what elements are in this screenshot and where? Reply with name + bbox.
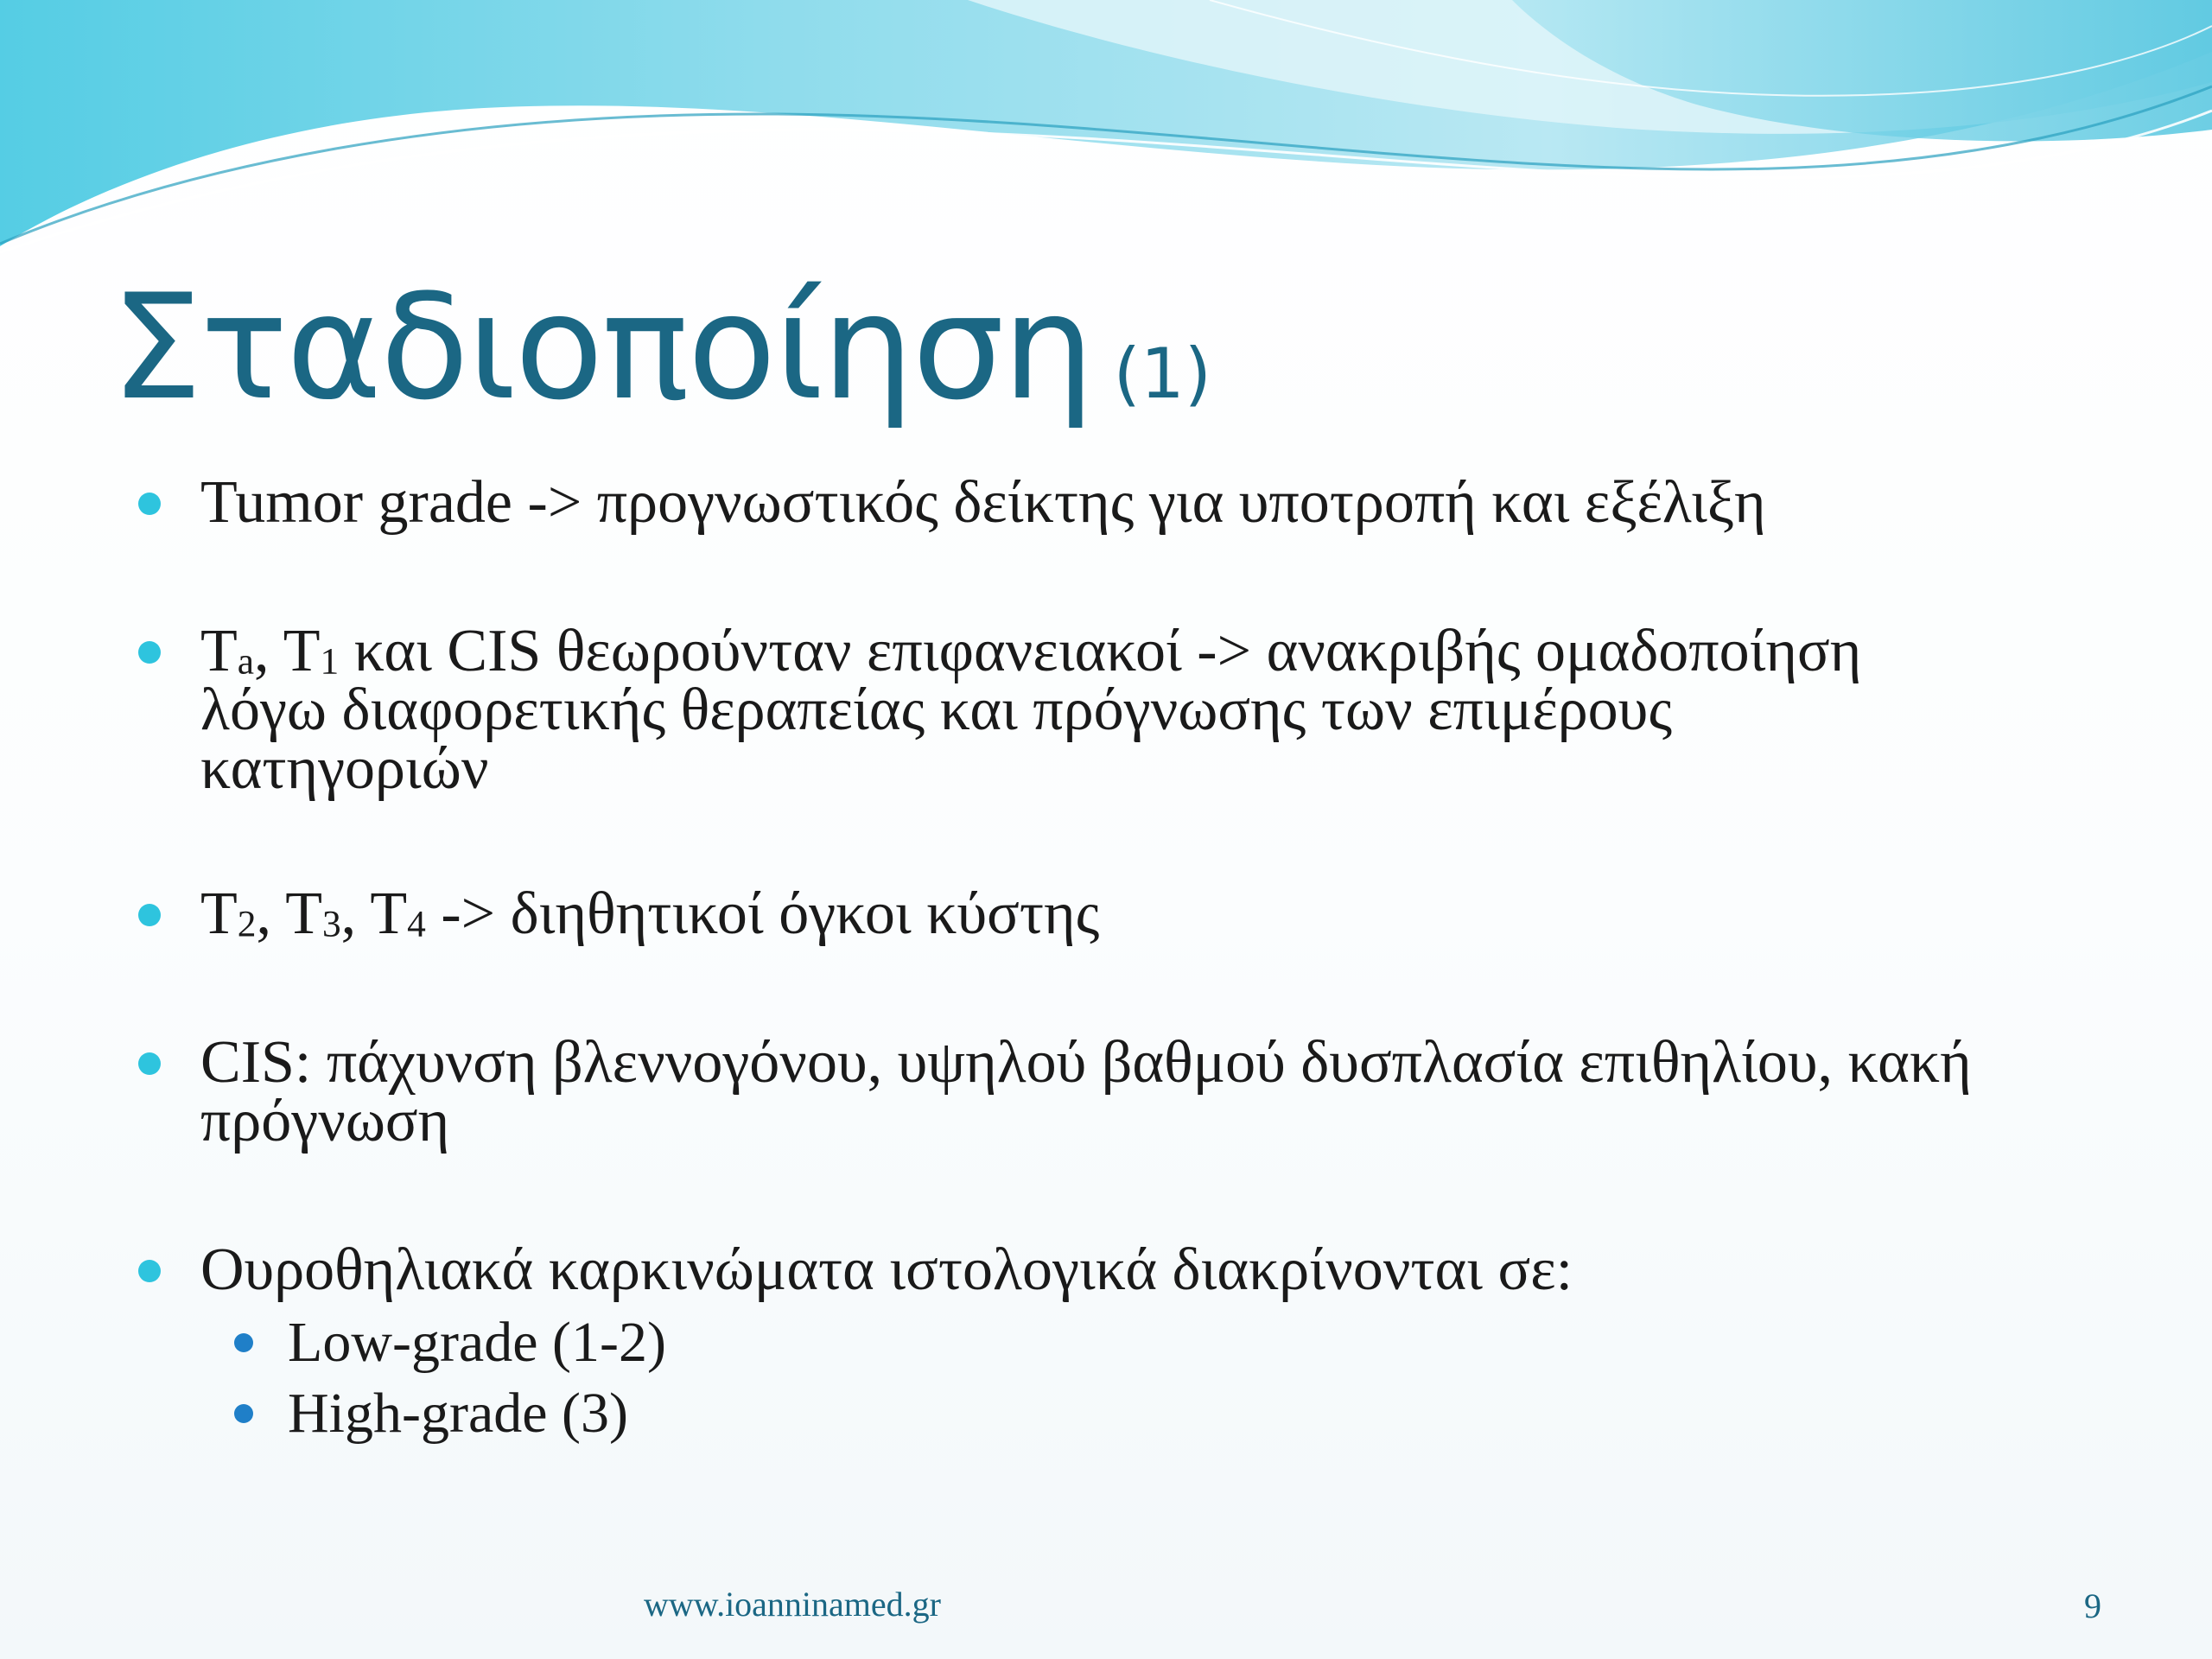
bullet-icon xyxy=(138,493,161,515)
bullet-text: T xyxy=(200,618,238,684)
title-number: (1) xyxy=(1113,334,1211,414)
bullet-item-t2-t3-t4 xyxy=(200,880,2101,947)
bullet-icon xyxy=(138,1052,161,1075)
bullet-icon xyxy=(138,1260,161,1282)
subscript: a xyxy=(237,640,255,683)
bullet-item-cis xyxy=(200,1029,2101,1154)
bullet-line xyxy=(200,618,2101,684)
bullet-item-urothelial xyxy=(200,1236,2101,1303)
sub-bullet-icon xyxy=(234,1404,253,1423)
subscript: 1 xyxy=(320,640,340,683)
bullet-text: T xyxy=(200,880,238,947)
bullet-line: κατηγοριών xyxy=(200,735,489,802)
bullet-text: Tumor grade -> προγνωστικός δείκτης για υποτροπή και εξέλιξη xyxy=(200,469,1766,536)
footer-url: www.ioanninamed.gr xyxy=(644,1585,941,1624)
bullet-text: και CIS θεωρούνταν επιφανειακοί -> ανακριβής ομαδοποίηση xyxy=(339,618,1862,684)
sub-item-low-grade: Low-grade (1-2) xyxy=(288,1311,666,1374)
page-number: 9 xyxy=(2084,1586,2101,1625)
bullet-text: -> διηθητικοί όγκοι κύστης xyxy=(425,880,1100,947)
bullet-line: λόγω διαφορετικής θεραπείας και πρόγνωσης των επιμέρους xyxy=(200,677,1673,743)
bullet-icon xyxy=(138,641,161,664)
bullet-icon xyxy=(138,904,161,926)
bullet-text: , T xyxy=(256,880,322,947)
sub-bullet-icon xyxy=(234,1333,253,1352)
subscript: 4 xyxy=(407,903,426,945)
subscript: 3 xyxy=(321,903,341,945)
bullet-line: CIS: πάχυνση βλεννογόνου, υψηλού βαθμού δυσπλασία επιθηλίου, κακή xyxy=(200,1029,1972,1096)
bullet-text: Ουροθηλιακά καρκινώματα ιστολογικά διακρίνονται σε: xyxy=(200,1236,1573,1303)
bullet-line: πρόγνωση xyxy=(200,1088,450,1154)
subscript: 2 xyxy=(237,903,257,945)
bullet-text: , T xyxy=(340,880,408,947)
title-text: Σταδιοποίηση xyxy=(111,263,1093,432)
bullet-item-tumor-grade xyxy=(200,469,2101,536)
bullet-text: , T xyxy=(254,618,321,684)
sub-item-high-grade: High-grade (3) xyxy=(288,1382,629,1445)
bullet-item-ta-t1-cis xyxy=(200,618,2101,802)
